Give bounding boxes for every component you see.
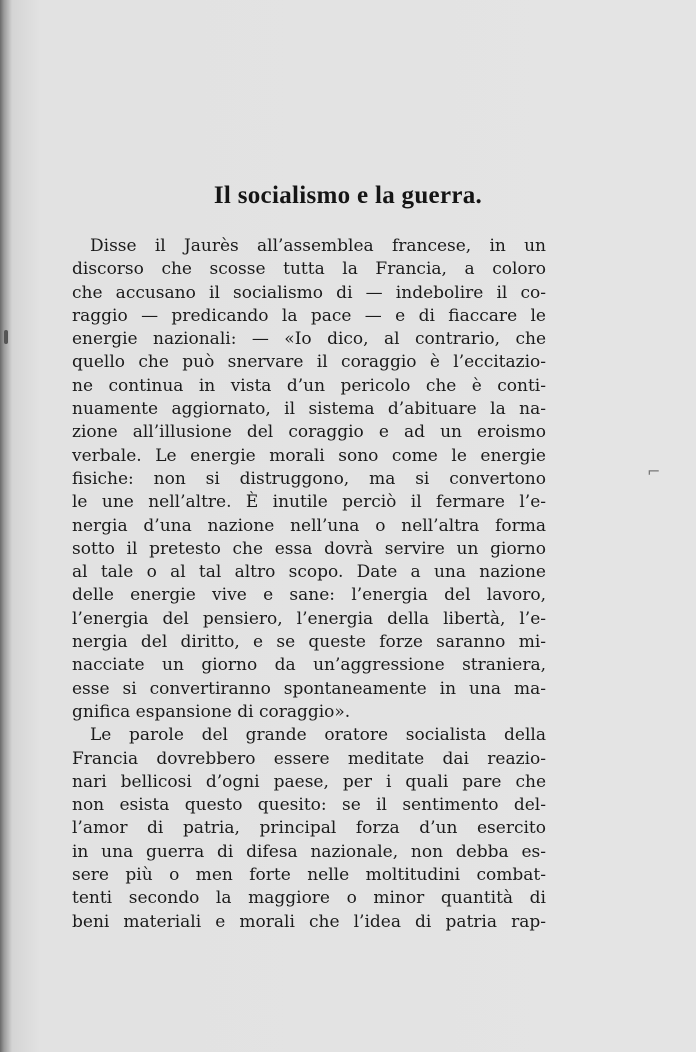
text-line: discorso che scosse tutta la Francia, a coloro — [72, 259, 546, 280]
text-line: raggio — predicando la pace — e di fiaccare le — [72, 305, 546, 326]
text-line: nergia d’una nazione nell’una o nell’altra forma — [72, 515, 546, 536]
chapter-title: Il socialismo e la guerra. — [213, 182, 483, 209]
text-line: ne continua in vista d’un pericolo che è conti- — [72, 375, 546, 396]
body-text — [72, 235, 546, 934]
text-line: non esista questo quesito: se il sentimento del- — [72, 795, 546, 816]
text-line: Francia dovrebbero essere meditate dai reazio- — [72, 748, 546, 769]
text-line: nari bellicosi d’ogni paese, per i quali pare che — [72, 771, 546, 792]
paragraph-container — [72, 235, 546, 934]
text-line: che accusano il socialismo di — indebolire il co- — [72, 282, 546, 303]
binding-mark — [4, 330, 8, 344]
text-line: zione all’illusione del coraggio e ad un eroismo — [72, 422, 546, 443]
text-line: Le parole del grande oratore socialista della — [90, 725, 546, 746]
text-line: fisiche: non si distruggono, ma si convertono — [72, 468, 546, 489]
text-line: beni materiali e morali che l’idea di patria rap- — [72, 911, 546, 932]
text-line: esse si convertiranno spontaneamente in una ma- — [72, 678, 546, 699]
text-line: delle energie vive e sane: l’energia del lavoro, — [72, 585, 546, 606]
text-line: gnifica espansione di coraggio». — [72, 701, 351, 722]
text-line: energie nazionali: — «Io dico, al contrario, che — [72, 329, 546, 350]
text-line: nergia del diritto, e se queste forze saranno mi- — [72, 632, 546, 653]
text-line: sere più o men forte nelle moltitudini combat- — [72, 865, 546, 886]
text-line: le une nell’altre. È inutile perciò il fermare l’e- — [72, 492, 546, 513]
text-line: in una guerra di difesa nazionale, non debba es- — [72, 841, 546, 862]
text-line: sotto il pretesto che essa dovrà servire un giorno — [72, 538, 546, 559]
text-line: verbale. Le energie morali sono come le energie — [72, 445, 546, 466]
text-line: nacciate un giorno da un’aggressione straniera, — [72, 655, 546, 676]
text-line: l’amor di patria, principal forza d’un esercito — [72, 818, 546, 839]
text-line: tenti secondo la maggiore o minor quantità di — [72, 888, 546, 909]
text-line: l’energia del pensiero, l’energia della libertà, l’e- — [72, 608, 546, 629]
text-line: quello che può snervare il coraggio è l’eccitazio- — [72, 352, 546, 373]
stray-pen-mark: ⌐ — [647, 462, 661, 481]
text-line: al tale o al tal altro scopo. Date a una nazione — [72, 562, 546, 583]
text-line: nuamente aggiornato, il sistema d’abituare la na- — [72, 399, 546, 420]
text-line: Disse il Jaurès all’assemblea francese, in un — [90, 236, 546, 256]
